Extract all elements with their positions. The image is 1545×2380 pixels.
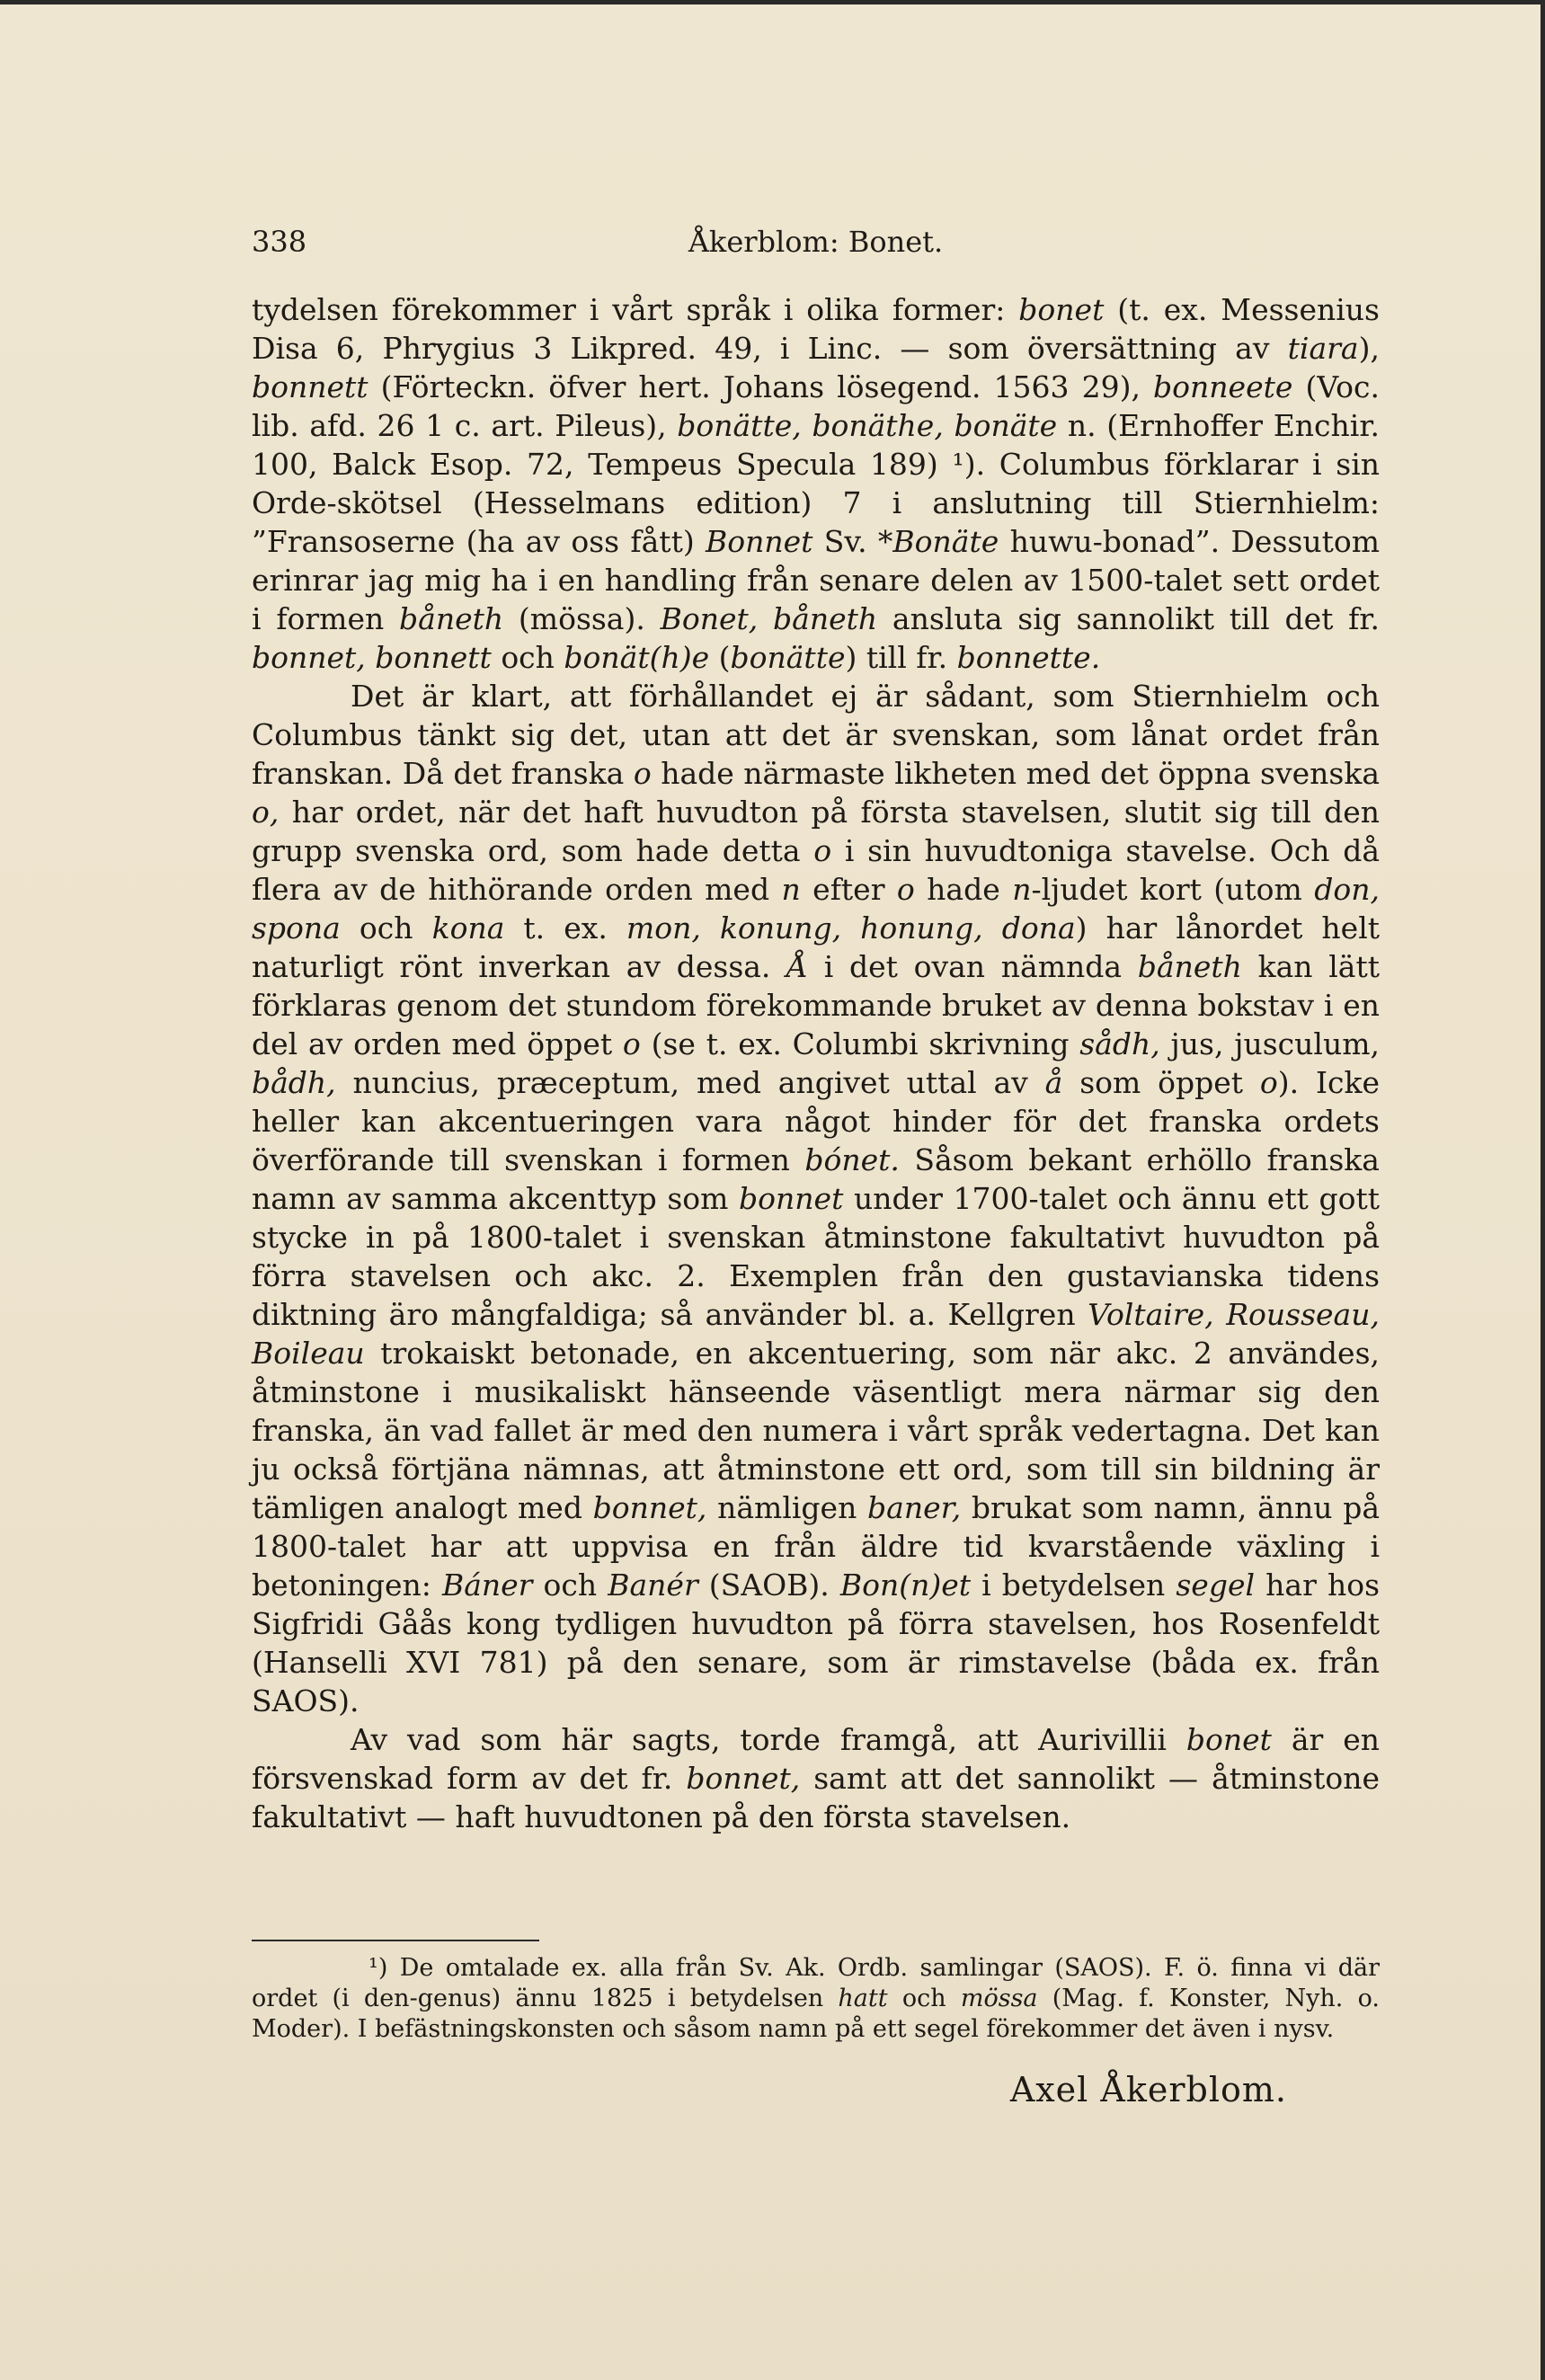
text-run: kan lätt förklaras genom det stundom förekommande bruket av denna bokstav i en del av orden med öppet — [252, 949, 1381, 1061]
italic-term: bonnet, bonnett — [252, 640, 492, 675]
italic-term: n — [781, 872, 801, 907]
italic-term: o — [813, 833, 832, 868]
italic-term: Bonäte — [892, 524, 999, 559]
text-run: ( — [709, 640, 731, 675]
italic-term: bonnet, — [592, 1490, 707, 1525]
text-run: har hos Sigfridi Gåås kong tydligen huvudton på förra stavelsen, hos Rosenfeldt (Hanselli XVI 781) på den senare, som är rimstavelse (båda ex. från SAOS). — [252, 1567, 1380, 1718]
text-run: Sv. * — [812, 524, 893, 559]
italic-term: Báner — [441, 1567, 533, 1603]
page-number: 338 — [252, 225, 307, 259]
italic-term: båneth — [399, 601, 504, 636]
italic-term: don, spona — [252, 872, 1380, 946]
italic-term: hatt — [838, 1985, 888, 2012]
text-run: tydelsen förekommer i vårt språk i olika former: — [252, 292, 1019, 327]
running-header — [252, 225, 1380, 264]
text-run: n. (Ernhoffer Enchir. 100, Balck Esop. 72, Tempeus Specula 189) ¹). Columbus förklarar i sin Orde-skötsel (Hesselmans edition) 7 i anslutning till Stiernhielm: ”Fransoserne (ha av oss fått) — [252, 408, 1380, 559]
text-run: ¹) De omtalade ex. alla från Sv. Ak. Ordb. samlingar (SAOS). F. ö. finna vi där ordet (i den-genus) ännu 1825 i betydelsen — [252, 1954, 1380, 2012]
text-run: och — [532, 1567, 608, 1603]
italic-term: bonnette. — [956, 640, 1101, 675]
text-run: ), — [1358, 331, 1380, 366]
italic-term: segel — [1176, 1567, 1256, 1603]
italic-term: mössa — [960, 1985, 1038, 2012]
italic-term: o — [1259, 1065, 1278, 1100]
paragraph — [252, 290, 1380, 677]
italic-term: o — [622, 1026, 641, 1061]
italic-term: bónet. — [804, 1142, 900, 1177]
text-run: ). Icke heller kan akcentueringen vara något hinder för det franska ordets överförande till svenskan i formen — [252, 1065, 1380, 1177]
text-run: ansluta sig sannolikt till det fr. — [877, 601, 1380, 636]
text-run: Det är klart, att förhållandet ej är sådant, som Stiernhielm och Columbus tänkt sig det, utan att det är svenskan, som lånat ordet från franskan. Då det franska — [252, 679, 1380, 791]
italic-term: bådh, — [252, 1065, 336, 1100]
text-run: efter — [800, 872, 897, 907]
italic-term: bonet — [1185, 1722, 1272, 1757]
italic-term: Banér — [608, 1567, 698, 1603]
running-title: Åkerblom: Bonet. — [688, 225, 944, 259]
italic-term: bonätte — [730, 640, 846, 675]
text-run: (se t. ex. Columbi skrivning — [640, 1026, 1080, 1061]
paragraph — [252, 1720, 1380, 1836]
text-run: nämligen — [706, 1490, 868, 1525]
italic-term: o — [633, 756, 652, 791]
italic-term: o — [896, 872, 915, 907]
italic-term: bonneete — [1153, 369, 1293, 404]
italic-term: Bonet, båneth — [660, 601, 878, 636]
article-body — [252, 290, 1380, 1836]
author-signature: Axel Åkerblom. — [1009, 2070, 1287, 2109]
text-run: Av vad som här sagts, torde framgå, att Aurivillii — [351, 1722, 1186, 1757]
italic-term: å — [1044, 1065, 1063, 1100]
text-run: (t. ex. Messenius Disa 6, Phrygius 3 Likpred. 49, i Linc. — som översättning av — [252, 292, 1380, 366]
italic-term: o, — [252, 795, 280, 830]
footnote-rule — [252, 1940, 539, 1941]
text-run: som öppet — [1062, 1065, 1260, 1100]
text-run: nuncius, præceptum, med angivet uttal av — [335, 1065, 1045, 1100]
text-run: trokaiskt betonade, en akcentuering, som när akc. 2 användes, åtminstone i musikaliskt hänseende väsentligt mera närmar sig den franska, än vad fallet är med den numera i vårt språk vedertagna. Det kan ju också förtjäna nämnas, att åtminstone ett ord, som till sin bildning är tämligen analogt med — [252, 1336, 1380, 1525]
italic-term: Bon(n)et — [839, 1567, 972, 1603]
text-run: jus, jusculum, — [1159, 1026, 1380, 1061]
text-run: i betydelsen — [971, 1567, 1177, 1603]
text-run: Såsom bekant erhöllo franska namn av samma akcenttyp som — [252, 1142, 1380, 1216]
text-run: i det ovan nämnda — [808, 949, 1138, 984]
text-run: samt att det sannolikt — åtminstone fakultativt — haft huvudtonen på den första stavelsen. — [252, 1761, 1380, 1834]
text-run: (Voc. lib. afd. 26 1 c. art. Pileus), — [252, 369, 1380, 443]
italic-term: Voltaire, Rousseau, Boileau — [252, 1297, 1380, 1371]
text-run: huwu-bonad”. Dessutom erinrar jag mig ha i en handling från senare delen av 1500-talet sett ordet i formen — [252, 524, 1380, 636]
italic-term: Bonnet — [706, 524, 813, 559]
italic-term: bonnet, — [686, 1761, 801, 1796]
italic-term: kona — [431, 910, 505, 946]
italic-term: tiara — [1287, 331, 1359, 366]
text-run: (Förteckn. öfver hert. Johans lösegend. 1563 29), — [368, 369, 1154, 404]
text-run: och — [887, 1985, 961, 2012]
italic-term: mon, konung, honung, dona — [626, 910, 1076, 946]
paragraph — [252, 677, 1380, 1720]
text-run: under 1700-talet och ännu ett gott stycke in på 1800-talet i svenskan åtminstone fakultativt huvudton på förra stavelsen och akc. 2. Exemplen från den gustavianska tidens diktning äro mångfaldiga; så använder bl. a. Kellgren — [252, 1181, 1380, 1332]
italic-term: bonnett — [252, 369, 368, 404]
footnote — [252, 1953, 1380, 2045]
text-run: (SAOB). — [697, 1567, 840, 1603]
text-run: (mössa). — [503, 601, 661, 636]
text-run: och — [491, 640, 564, 675]
text-run: -ljudet kort (utom — [1031, 872, 1315, 907]
text-run: ) till fr. — [845, 640, 957, 675]
italic-term: n — [1012, 872, 1032, 907]
text-run: hade närmaste likheten med det öppna svenska — [651, 756, 1380, 791]
text-run: ) har lånordet helt naturligt rönt inverkan av dessa. — [252, 910, 1381, 984]
text-run: är en försvenskad form av det fr. — [252, 1722, 1381, 1796]
italic-term: bonet — [1018, 292, 1105, 327]
italic-term: Å — [786, 949, 808, 984]
text-run: brukat som namn, ännu på 1800-talet har att uppvisa en från äldre tid kvarstående växling i betoningen: — [252, 1490, 1381, 1603]
text-run: t. ex. — [504, 910, 626, 946]
italic-term: baner, — [867, 1490, 962, 1525]
italic-term: bonät(h)e — [564, 640, 710, 675]
text-run: i sin huvudtoniga stavelse. Och då flera av de hithörande orden med — [252, 833, 1381, 907]
italic-term: båneth — [1137, 949, 1242, 984]
text-run: (Mag. f. Konster, Nyh. o. Moder). I befästningskonsten och såsom namn på ett segel förekommer det även i nysv. — [252, 1985, 1380, 2043]
text-run: har ordet, när det haft huvudton på första stavelsen, slutit sig till den grupp svenska ord, som hade detta — [252, 795, 1380, 868]
text-run: och — [340, 910, 432, 946]
italic-term: bonnet — [739, 1181, 844, 1216]
italic-term: sådh, — [1079, 1026, 1160, 1061]
text-run: hade — [914, 872, 1013, 907]
footnote-text — [252, 1953, 1380, 2045]
italic-term: bonätte, bonäthe, bonäte — [677, 408, 1058, 443]
